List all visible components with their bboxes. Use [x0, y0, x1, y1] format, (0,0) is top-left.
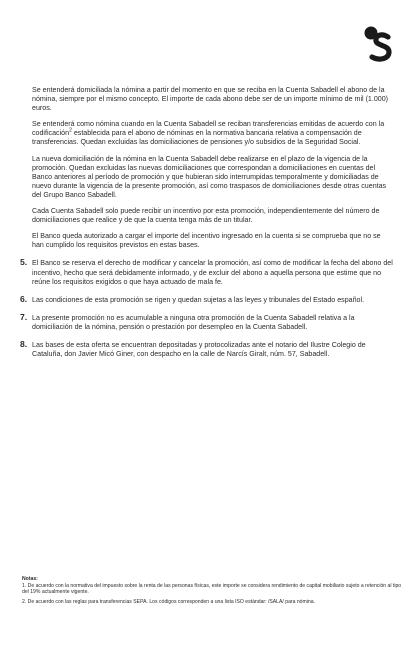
paragraph-nomina-text-a: Se entenderá como nómina cuando en la Cuenta Sabadell se reciban transferencias emitidas de acuerdo con la codificación: [32, 120, 385, 138]
clause-8: [20, 338, 394, 359]
clause-5: [20, 257, 394, 286]
document-body: [20, 86, 394, 368]
clause-text: El Banco se reserva el derecho de modificar y cancelar la promoción, así como de modificar la fecha del abono del incentivo, hecho que será debidamente informado, y de excluir del abono a aquella persona que estime que no reúne los requisitos exigidos o que haya actuado de mala fe.: [32, 259, 393, 286]
clause-7: [20, 311, 394, 332]
clause-number: 8.: [20, 338, 28, 349]
notes-title-text: Notas: [22, 576, 37, 582]
clause-text: La presente promoción no es acumulable a ninguna otra promoción de la Cuenta Sabadell relativa a la domiciliación de la nómina, pensión o prestación por desempleo en la Cuenta Sabadell.: [32, 313, 355, 331]
clause-number: 5.: [20, 257, 28, 268]
notes-title: Notas:: [22, 576, 38, 582]
footnote-2: 2. De acuerdo con las reglas para transferencias SEPA. Los códigos corresponden a una lista ISO estándar: /SALA/ para nómina.: [22, 598, 315, 605]
paragraph-new-domiciliation: La nueva domiciliación de la nómina en la Cuenta Sabadell debe realizarse en el plazo de la vigencia de la promoción. Quedan excluidas las nuevas domiciliaciones que correspondan a domiciliaciones en cuentas del Banco anteriores al período de promoción y que hubieran sido interrumpidas temporalmente y domiciliadas de nuevo durante la vigencia de la presente promoción, así como traspasos de domiciliaciones desde otras cuentas del Grupo Banco Sabadell.: [32, 154, 387, 199]
paragraph-domiciliation: Se entenderá domiciliada la nómina a partir del momento en que se reciba en la Cuenta Sabadell el abono de la nómina, siempre por el mismo concepto. El importe de cada abono debe ser de un importe mínimo de mil (1.000) euros.: [32, 86, 389, 113]
numbered-clauses: [20, 257, 394, 359]
footnotes: [22, 576, 402, 608]
clause-number: 6.: [20, 293, 28, 304]
paragraph-nomina-definition: [32, 120, 394, 147]
footnote-1: 1. De acuerdo con la normativa del impuesto sobre la renta de las personas físicas, este importe se considera rendimiento de capital mobiliario sujeto a retención al tipo del 19% actualmente vigente.: [22, 582, 402, 596]
clause-6: [20, 293, 394, 305]
clause-text: Las bases de esta oferta se encuentran depositadas y protocolizadas ante el notario del Ilustre Colegio de Cataluña, don Javier Micó Giner, con despacho en la calle de Narcís Giralt, núm. 57, Sabadell.: [32, 340, 366, 359]
paragraph-one-incentive: Cada Cuenta Sabadell solo puede recibir un incentivo por esta promoción, independientemente del número de domiciliaciones que realice y de que la cuenta tenga más de un titular.: [32, 207, 380, 225]
bank-logo: [358, 24, 398, 64]
paragraph-nomina-text-b: establecida para el abono de nóminas en la normativa bancaria relativa a compensación de transferencias. Quedan excluidas las domiciliaciones de pensiones y/o subsidios de la Seguridad Social.: [32, 129, 362, 147]
footnote-ref-2: 2: [69, 128, 72, 135]
paragraph-charge-authorization: El Banco queda autorizado a cargar el importe del incentivo ingresado en la cuenta si se comprueba que no se han cumplido los requisitos previstos en estas bases.: [32, 232, 381, 250]
clause-text: Las condiciones de esta promoción se rigen y quedan sujetas a las leyes y tribunales del Estado español.: [32, 295, 365, 304]
clause-number: 7.: [20, 311, 28, 322]
